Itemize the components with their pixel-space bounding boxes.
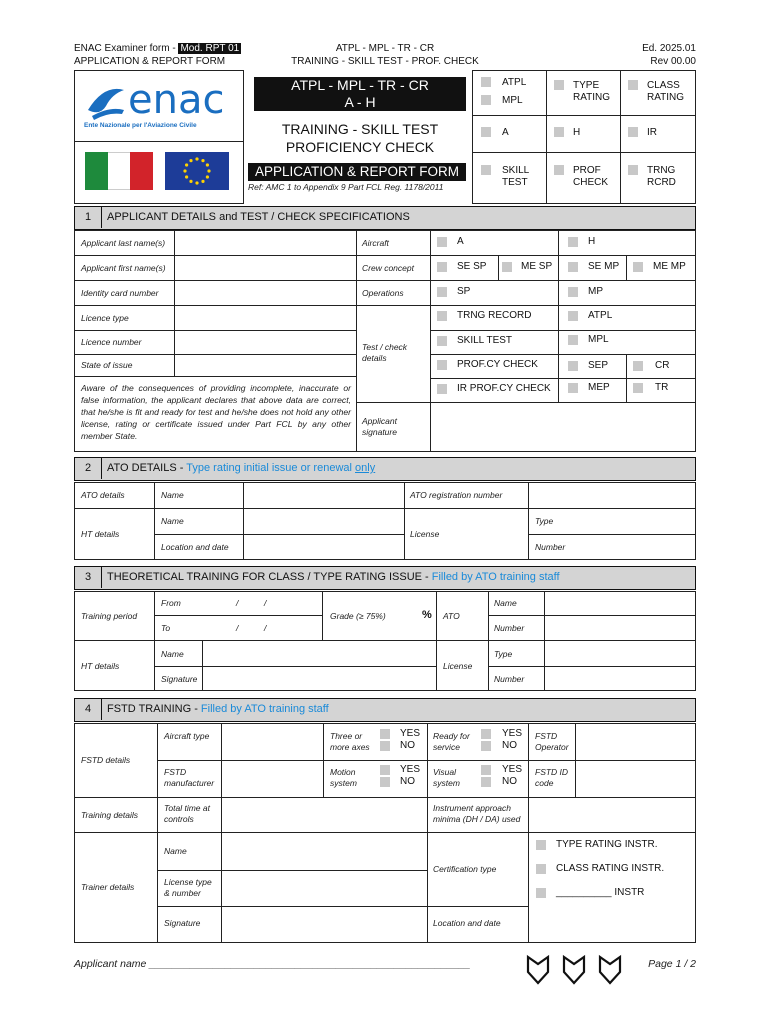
section-1-title: APPLICANT DETAILS and TEST / CHECK SPECIFICATIONS	[107, 211, 410, 223]
section-2-title	[107, 458, 375, 479]
ato-label: ATO	[443, 611, 460, 621]
semp-label: SE MP	[588, 261, 620, 272]
title-app-report: APPLICATION & REPORT FORM	[248, 163, 466, 181]
operations-label: Operations	[362, 288, 404, 298]
mpl-checkbox[interactable]	[481, 95, 491, 105]
fstd-manufacturer-label: FSTD manufacturer	[164, 767, 215, 788]
cr-label: CR	[655, 360, 670, 371]
class-rating-checkbox[interactable]	[628, 80, 638, 90]
class-rating-label: CLASS RATING	[647, 80, 685, 103]
three-axes-yes-label: YES	[400, 728, 421, 739]
licence-number-field[interactable]	[176, 332, 354, 353]
instrument-minima-field[interactable]	[530, 799, 694, 831]
skill-test-s1-label: SKILL TEST	[457, 335, 513, 346]
cert-type-label: Certification type	[433, 864, 497, 874]
title-ref: Ref: AMC 1 to Appendix 9 Part FCL Reg. 1178/2011	[248, 182, 444, 192]
ir-label: IR	[647, 127, 657, 138]
italy-flag-icon	[85, 152, 153, 190]
fstd-manufacturer-field[interactable]	[223, 762, 322, 796]
header-center-2: TRAINING - SKILL TEST - PROF. CHECK	[291, 56, 479, 67]
sep-checkbox[interactable]	[568, 361, 578, 371]
atpl-test-checkbox[interactable]	[568, 311, 578, 321]
aircraft-h-label: H	[588, 236, 596, 247]
licence-type-label: Licence type	[81, 313, 129, 323]
ato-s3-name-field[interactable]	[546, 593, 694, 614]
ready-no-label: NO	[502, 740, 517, 751]
section-2-header	[74, 457, 696, 481]
memp-label: ME MP	[653, 261, 686, 272]
motion-yes-checkbox[interactable]	[380, 765, 390, 775]
atpl-test-label: ATPL	[588, 310, 613, 321]
visual-yes-checkbox[interactable]	[481, 765, 491, 775]
motion-yes-label: YES	[400, 764, 421, 775]
from-label: From	[161, 598, 181, 608]
atpl-checkbox[interactable]	[481, 77, 491, 87]
motion-system-label: Motion system	[330, 767, 357, 788]
ato-name-field[interactable]	[245, 484, 403, 507]
title-line-2: A - H	[344, 94, 376, 110]
page-number: Page 1 / 2	[648, 958, 696, 970]
footer-applicant-name: Applicant name _______________________________________________________	[74, 958, 471, 970]
a-label: A	[502, 127, 509, 138]
trng-rcrd-label: TRNG RCRD	[647, 165, 676, 188]
ir-prof-checkbox[interactable]	[437, 384, 447, 394]
mesp-label: ME SP	[521, 261, 553, 272]
ht-number-label: Number	[535, 542, 566, 552]
ir-prof-label: IR PROF.CY CHECK	[457, 383, 551, 394]
eu-flag-icon	[165, 152, 229, 190]
aircraft-type-label: Aircraft type	[164, 731, 210, 741]
ht3-license-label: License	[443, 661, 473, 671]
state-issue-field[interactable]	[176, 356, 354, 375]
header-center-1: ATPL - MPL - TR - CR	[335, 43, 435, 54]
section-1-number: 1	[75, 207, 102, 228]
from-slash-1: /	[236, 598, 239, 608]
other-instr-checkbox[interactable]	[536, 888, 546, 898]
fstd-operator-field[interactable]	[577, 725, 694, 759]
ato-s3-number-label: Number	[494, 623, 525, 633]
aircraft-h-checkbox[interactable]	[568, 237, 578, 247]
aircraft-a-label: A	[457, 236, 464, 247]
trng-rcrd-checkbox[interactable]	[628, 165, 638, 175]
three-axes-yes-checkbox[interactable]	[380, 729, 390, 739]
visual-yes-label: YES	[502, 764, 523, 775]
title-line-1: ATPL - MPL - TR - CR	[291, 77, 429, 93]
enac-logo-text: enac	[128, 77, 225, 123]
section-1-header	[74, 206, 696, 230]
ht3-signature-label: Signature	[161, 674, 198, 684]
ato-details-label: ATO details	[81, 490, 125, 500]
aircraft-type-field[interactable]	[223, 725, 322, 759]
arrow-down-icons	[524, 954, 632, 986]
type-rating-instr-checkbox[interactable]	[536, 840, 546, 850]
first-name-label: Applicant first name(s)	[81, 263, 166, 273]
three-axes-no-checkbox[interactable]	[380, 741, 390, 751]
examiner-form-text: ENAC Examiner form -	[74, 43, 176, 54]
ato-reg-field[interactable]	[530, 484, 694, 507]
applicant-signature-field[interactable]	[432, 404, 694, 450]
fstd-operator-label: FSTD Operator	[535, 731, 569, 752]
ht-name-field[interactable]	[245, 510, 403, 533]
ht3-details-label: HT details	[81, 661, 120, 671]
ready-service-label: Ready for service	[433, 731, 470, 752]
sesp-checkbox[interactable]	[437, 262, 447, 272]
total-time-label: Total time at controls	[164, 803, 210, 824]
section-2-subtitle-only: only	[355, 462, 376, 474]
from-slash-2: /	[264, 598, 267, 608]
trainer-details-label: Trainer details	[81, 882, 135, 892]
skill-test-s1-checkbox[interactable]	[437, 336, 447, 346]
enac-logo	[84, 77, 234, 134]
enac-logo-subtitle: Ente Nazionale per l'Aviazione Civile	[84, 122, 197, 129]
sp-checkbox[interactable]	[437, 287, 447, 297]
tr-label: TR	[655, 382, 669, 393]
sp-label: SP	[457, 286, 471, 297]
h-label: H	[573, 127, 581, 138]
mp-label: MP	[588, 286, 603, 297]
section-3-header	[74, 566, 696, 590]
trng-record-checkbox[interactable]	[437, 311, 447, 321]
section-3-title-text: THEORETICAL TRAINING FOR CLASS / TYPE RATING ISSUE -	[107, 571, 432, 583]
declaration-text: Aware of the consequences of providing incomplete, inaccurate or false information, the applicant declares that above data are correct, that he/she is fit and ready for test and he/she does not hold any other license, rating or certificate issued under Part FCL by any other member State.	[81, 383, 351, 441]
trainer-license-label: License type & number	[164, 877, 212, 898]
fstd-details-label: FSTD details	[81, 755, 131, 765]
class-rating-instr-checkbox[interactable]	[536, 864, 546, 874]
ir-checkbox[interactable]	[628, 127, 638, 137]
ht3-name-field[interactable]	[205, 642, 435, 665]
aircraft-a-checkbox[interactable]	[437, 237, 447, 247]
mpl-label: MPL	[502, 95, 523, 106]
visual-no-checkbox[interactable]	[481, 777, 491, 787]
memp-checkbox[interactable]	[633, 262, 643, 272]
title-training	[254, 120, 466, 156]
ht3-type-field[interactable]	[546, 642, 694, 665]
three-axes-label: Three or more axes	[330, 731, 370, 752]
trainer-signature-label: Signature	[164, 918, 201, 928]
sep-label: SEP	[588, 360, 609, 371]
total-time-field[interactable]	[223, 799, 426, 831]
ready-yes-checkbox[interactable]	[481, 729, 491, 739]
cr-checkbox[interactable]	[633, 361, 643, 371]
last-name-field[interactable]	[176, 232, 354, 254]
ht3-name-label: Name	[161, 649, 184, 659]
three-axes-no-label: NO	[400, 740, 415, 751]
ready-yes-label: YES	[502, 728, 523, 739]
ato-s3-number-field[interactable]	[546, 617, 694, 639]
applicant-signature-label: Applicant signature	[362, 416, 397, 437]
training-period-label: Training period	[81, 611, 138, 621]
ato-s3-name-label: Name	[494, 598, 517, 608]
motion-no-checkbox[interactable]	[380, 777, 390, 787]
header-app-report: APPLICATION & REPORT FORM	[74, 56, 226, 67]
edition: Ed. 2025.01	[642, 43, 696, 54]
ht-location-field[interactable]	[245, 536, 403, 558]
a-checkbox[interactable]	[481, 127, 491, 137]
to-label: To	[161, 623, 171, 633]
motion-no-label: NO	[400, 776, 415, 787]
ht3-type-label: Type	[494, 649, 513, 659]
section-4-number: 4	[75, 699, 102, 720]
section-3-title	[107, 567, 560, 588]
prof-check-s1-label: PROF.CY CHECK	[457, 359, 538, 370]
section-2-title-text: ATO DETAILS -	[107, 462, 187, 474]
fstd-id-label: FSTD ID code	[535, 767, 569, 788]
from-date-field[interactable]	[205, 593, 321, 614]
ato-name-label: Name	[161, 490, 184, 500]
class-rating-instr-label: CLASS RATING INSTR.	[556, 863, 665, 874]
mp-checkbox[interactable]	[568, 287, 578, 297]
grade-label: Grade (≥ 75%)	[330, 611, 386, 621]
id-card-field[interactable]	[176, 282, 354, 304]
ht3-number-label: Number	[494, 674, 525, 684]
section-4-header	[74, 698, 696, 722]
semp-checkbox[interactable]	[568, 262, 578, 272]
mep-checkbox[interactable]	[568, 383, 578, 393]
h-checkbox[interactable]	[554, 127, 564, 137]
visual-system-label: Visual system	[433, 767, 460, 788]
ht-license-label: License	[410, 529, 440, 539]
skill-test-label: SKILL TEST	[502, 165, 529, 188]
ht3-signature-field[interactable]	[205, 668, 435, 690]
to-slash-2: /	[264, 623, 267, 633]
instrument-minima-label: Instrument approach minima (DH / DA) used	[433, 803, 521, 824]
ht-details-label: HT details	[81, 529, 120, 539]
crew-concept-label: Crew concept	[362, 263, 414, 273]
section-4-title	[107, 699, 329, 720]
test-check-label: Test / check details	[362, 342, 408, 363]
mpl-test-checkbox[interactable]	[568, 335, 578, 345]
type-rating-checkbox[interactable]	[554, 80, 564, 90]
mesp-checkbox[interactable]	[502, 262, 512, 272]
section-4-subtitle: Filled by ATO training staff	[200, 703, 329, 715]
title-line-4: PROFICIENCY CHECK	[285, 139, 435, 155]
trainer-name-field[interactable]	[223, 834, 426, 869]
prof-check-s1-checkbox[interactable]	[437, 360, 447, 370]
trainer-license-field[interactable]	[223, 872, 426, 905]
section-2-number: 2	[75, 458, 102, 479]
trainer-name-label: Name	[164, 846, 187, 856]
ht3-number-field[interactable]	[546, 668, 694, 690]
first-name-field[interactable]	[176, 257, 354, 279]
ato-reg-label: ATO registration number	[410, 490, 503, 500]
sesp-label: SE SP	[457, 261, 487, 272]
other-instr-label: __________ INSTR	[556, 887, 645, 898]
to-slash-1: /	[236, 623, 239, 633]
section-4-title-text: FSTD TRAINING -	[107, 703, 201, 715]
atpl-label: ATPL	[502, 77, 527, 88]
ht-location-label: Location and date	[161, 542, 229, 552]
revision: Rev 00.00	[650, 56, 696, 67]
title-line-3: TRAINING - SKILL TEST	[281, 121, 439, 137]
skill-test-checkbox[interactable]	[481, 165, 491, 175]
mpl-test-label: MPL	[588, 334, 609, 345]
trng-record-label: TRNG RECORD	[457, 310, 532, 321]
section-3-subtitle: Filled by ATO training staff	[431, 571, 560, 583]
percent-sign: %	[422, 609, 432, 621]
aircraft-label: Aircraft	[362, 238, 389, 248]
type-rating-instr-label: TYPE RATING INSTR.	[556, 839, 658, 850]
type-rating-label: TYPE RATING	[573, 80, 611, 103]
section-3-number: 3	[75, 567, 102, 588]
ht-type-label: Type	[535, 516, 554, 526]
mep-label: MEP	[588, 382, 610, 393]
to-date-field[interactable]	[205, 617, 321, 639]
ready-no-checkbox[interactable]	[481, 741, 491, 751]
tr-checkbox[interactable]	[633, 383, 643, 393]
trainer-location-field[interactable]	[530, 908, 694, 941]
prof-check-label: PROF CHECK	[573, 165, 609, 188]
mod-badge: Mod. RPT 01	[180, 43, 240, 54]
ht-name-label: Name	[161, 516, 184, 526]
training-details-label: Training details	[81, 810, 139, 820]
licence-number-label: Licence number	[81, 337, 142, 347]
trainer-signature-field[interactable]	[223, 908, 426, 941]
header-examiner-form	[74, 43, 241, 55]
trainer-location-label: Location and date	[433, 918, 501, 928]
state-issue-label: State of issue	[81, 360, 133, 370]
visual-no-label: NO	[502, 776, 517, 787]
section-2-subtitle: Type rating initial issue or renewal	[186, 462, 356, 474]
prof-check-checkbox[interactable]	[554, 165, 564, 175]
licence-type-field[interactable]	[176, 307, 354, 329]
title-black-1	[254, 77, 466, 111]
last-name-label: Applicant last name(s)	[81, 238, 166, 248]
fstd-id-field[interactable]	[577, 762, 694, 796]
id-card-label: Identity card number	[81, 288, 159, 298]
